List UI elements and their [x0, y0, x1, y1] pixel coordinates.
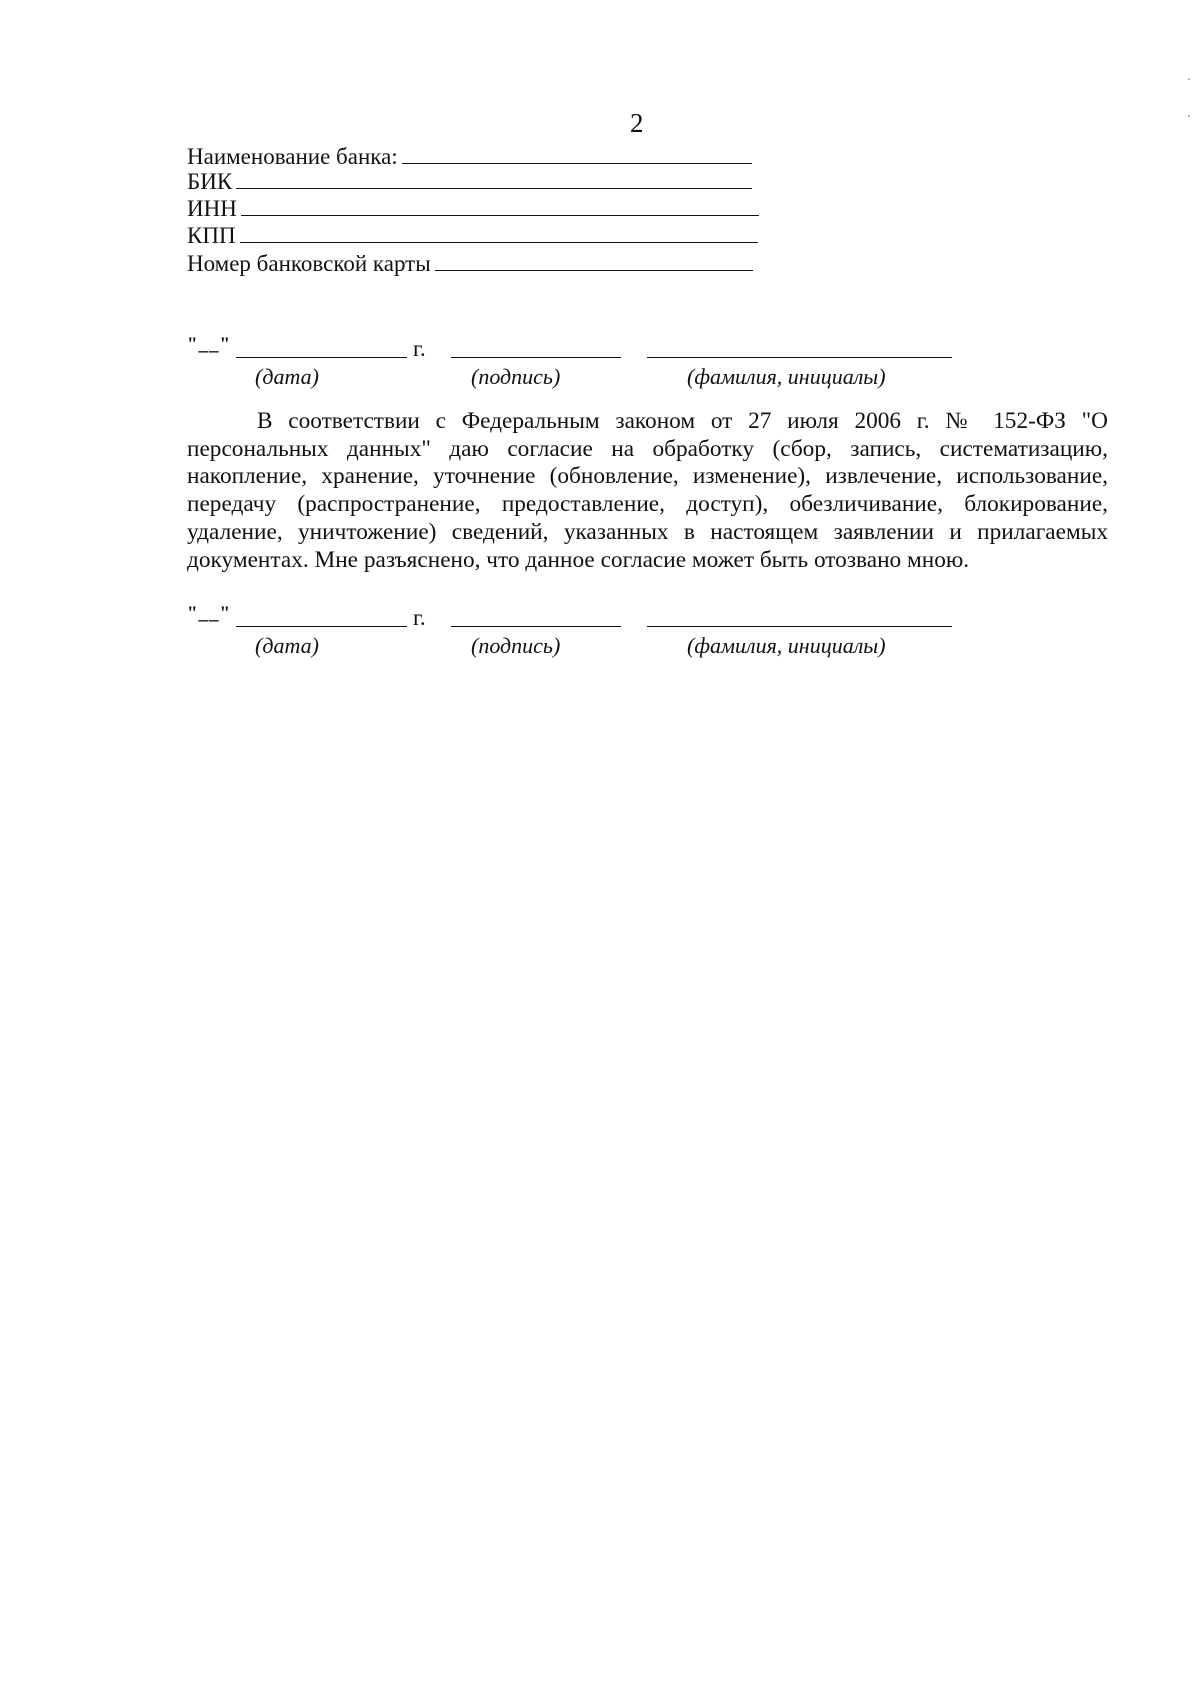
bik-field: [187, 168, 752, 196]
signature-block-1: [187, 334, 957, 390]
card-number-field: [187, 250, 753, 278]
name-caption: (фамилия, инициалы): [687, 364, 886, 389]
signature-caption: (подпись): [471, 633, 561, 658]
bank-name-field: [187, 143, 752, 171]
bik-label: БИК: [187, 169, 233, 194]
signature-caption: (подпись): [471, 364, 561, 389]
bank-name-label: Наименование банка:: [187, 144, 398, 169]
name-line: [647, 626, 952, 627]
signature-line: [451, 357, 621, 358]
signature-line: [451, 626, 621, 627]
inn-field: [187, 195, 759, 223]
date-line: [236, 357, 407, 358]
inn-label: ИНН: [187, 196, 237, 221]
bik-line: [236, 170, 752, 189]
page-number: 2: [630, 108, 644, 138]
card-number-line: [435, 252, 753, 271]
year-suffix: г.: [413, 336, 426, 361]
bank-name-line: [402, 145, 752, 164]
kpp-field: [187, 222, 758, 250]
inn-line: [241, 197, 759, 216]
consent-paragraph: В соответствии с Федеральным законом от 27 июля 2006 г. № 152-ФЗ "О персональных данных" даю согласие на обработку (сбор, запись, систематизацию, накопление, хранение, уточнение (обновление, изменение), извлечение, использование, передачу (распространение, предоставление, доступ), обезличивание, блокирование, удаление, уничтожение) сведений, указанных в настоящем заявлении и прилагаемых документах. Мне разъяснено, что данное согласие может быть отозвано мною.: [187, 408, 1108, 573]
kpp-label: КПП: [187, 223, 236, 248]
date-line: [236, 626, 407, 627]
scan-artifact: [1188, 115, 1190, 117]
name-line: [647, 357, 952, 358]
year-suffix: г.: [413, 605, 426, 630]
date-caption: (дата): [255, 364, 319, 389]
date-day-placeholder: "__": [187, 334, 232, 355]
date-day-placeholder: "__": [187, 603, 232, 624]
date-caption: (дата): [255, 633, 319, 658]
name-caption: (фамилия, инициалы): [687, 633, 886, 658]
signature-block-2: [187, 603, 957, 659]
card-number-label: Номер банковской карты: [187, 251, 431, 276]
scan-artifact: [1188, 78, 1190, 80]
kpp-line: [240, 224, 758, 243]
